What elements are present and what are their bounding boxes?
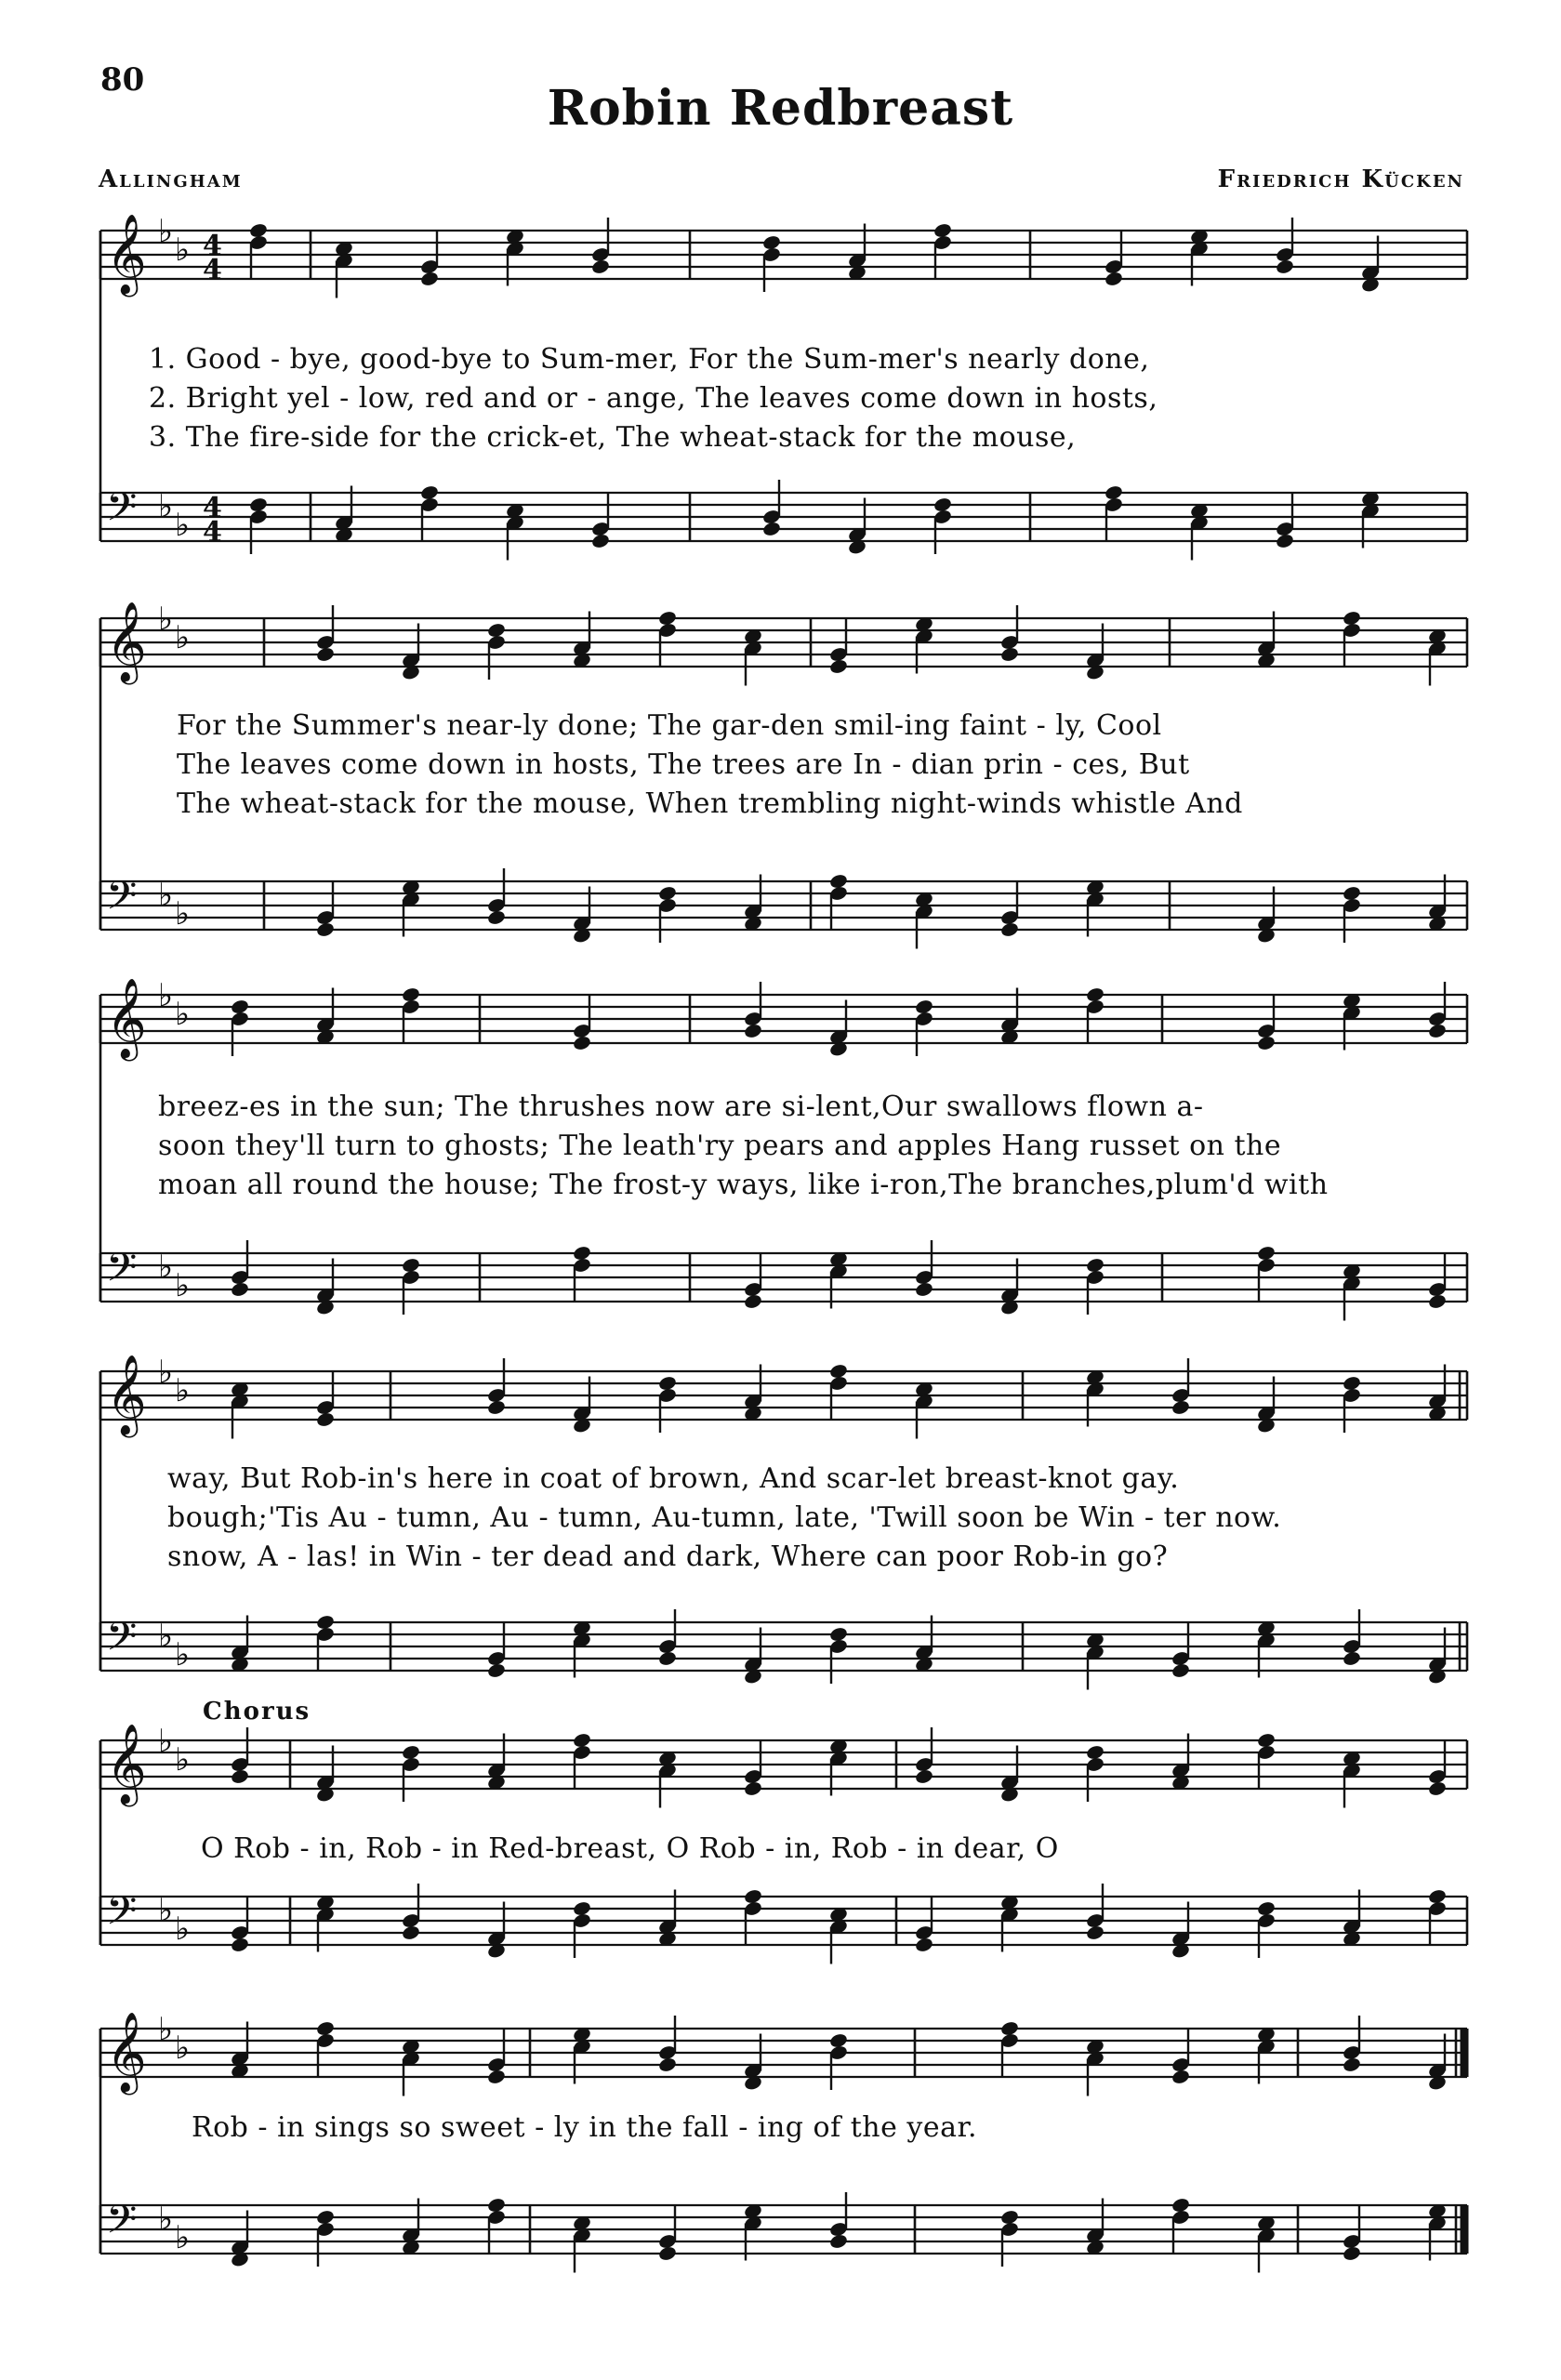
flat-icon: ♭ [158, 488, 174, 525]
note-head [230, 1768, 249, 1785]
lyrics-system-6 [192, 2109, 1512, 2148]
time-signature-bottom: 4 [203, 516, 222, 549]
bass-staff [100, 1884, 1467, 1964]
treble-staff [100, 977, 1467, 1062]
treble-clef-icon: 𝄞 [106, 2012, 147, 2092]
composer-credit: Friedrich Kücken [1217, 165, 1464, 193]
note-head [1427, 1293, 1447, 1310]
bass-staff [100, 480, 1467, 561]
note-head [401, 1924, 420, 1941]
note-head [1085, 1924, 1105, 1941]
verse-1-line: 1. Good - bye, good-bye to Sum-mer, For the Sum-mer's nearly done, [149, 343, 1150, 376]
flat-icon: ♭ [158, 877, 174, 914]
note-head [1256, 1035, 1276, 1051]
note-head [1427, 1780, 1447, 1797]
flat-icon: ♭ [158, 1892, 174, 1929]
note-head [657, 2056, 677, 2073]
chorus-line: O Rob - in, Rob - in Red-breast, O Rob - in, Rob - in dear, O [201, 1832, 1059, 1865]
note-head [230, 1937, 249, 1953]
note-head [590, 258, 610, 275]
flat-icon: ♭ [175, 507, 191, 544]
lyrics-system-4 [167, 1460, 1488, 1577]
flat-icon: ♭ [158, 601, 174, 638]
bass-clef-icon: 𝄢 [106, 873, 138, 929]
verse-1-line: way, But Rob-in's here in coat of brown, And scar-let breast-knot gay. [167, 1462, 1180, 1495]
time-signature-bottom: 4 [203, 254, 222, 286]
treble-staff [100, 2011, 1467, 2096]
note-head [572, 1035, 591, 1051]
note-head [486, 1399, 506, 1416]
note-head [486, 2069, 506, 2085]
verse-3-line: moan all round the house; The frost-y ways, like i-ron,The branches,plum'd with [158, 1169, 1329, 1201]
verse-2-line: bough;'Tis Au - tumn, Au - tumn, Au-tumn, late, 'Twill soon be Win - ter now. [167, 1501, 1282, 1534]
note-head [828, 2233, 848, 2250]
note-head [761, 521, 781, 537]
chorus-line: Rob - in sings so sweet - ly in the fall - ing of the year. [192, 2111, 978, 2144]
note-head [315, 1411, 335, 1428]
time-signature-top: 4 [203, 230, 222, 262]
bass-clef-icon: 𝄢 [106, 2197, 138, 2253]
flat-icon: ♭ [158, 1723, 174, 1760]
flat-icon: ♭ [175, 1636, 191, 1673]
time-signature-top: 4 [203, 492, 222, 524]
treble-clef-icon: 𝄞 [106, 214, 147, 294]
verse-2-line: 2. Bright yel - low, red and or - ange, The leaves come down in hosts, [149, 382, 1158, 415]
note-head [999, 646, 1019, 663]
treble-staff [100, 1723, 1467, 1808]
bass-clef-icon: 𝄢 [106, 1245, 138, 1301]
bass-clef-icon: 𝄢 [106, 484, 138, 540]
page-number: 80 [100, 61, 145, 99]
flat-icon: ♭ [175, 231, 191, 269]
flat-icon: ♭ [158, 213, 174, 250]
treble-staff [100, 213, 1467, 298]
lyrics-system-1 [149, 340, 1469, 457]
bass-clef-icon: 𝄢 [106, 1888, 138, 1944]
bass-clef-icon: 𝄢 [106, 1614, 138, 1670]
note-head [1275, 258, 1294, 275]
note-head [1171, 1399, 1190, 1416]
verse-1-line: For the Summer's near-ly done; The gar-den smil-ing faint - ly, Cool [177, 709, 1162, 742]
note-head [743, 1023, 762, 1039]
flat-icon: ♭ [175, 1267, 191, 1304]
flat-icon: ♭ [175, 1911, 191, 1948]
note-head [743, 1293, 762, 1310]
verse-2-line: The leaves come down in hosts, The trees are In - dian prin - ces, But [177, 748, 1190, 781]
flat-icon: ♭ [158, 1354, 174, 1391]
flat-icon: ♭ [175, 1741, 191, 1778]
note-head [486, 1662, 506, 1679]
note-head [486, 909, 506, 926]
treble-staff [100, 601, 1467, 686]
flat-icon: ♭ [175, 895, 191, 932]
lyrics-system-2 [177, 707, 1497, 824]
note-head [419, 271, 439, 287]
flat-icon: ♭ [175, 996, 191, 1033]
note-head [828, 658, 848, 675]
note-head [1342, 2245, 1361, 2262]
song-title: Robin Redbreast [547, 80, 1014, 137]
treble-staff [100, 1354, 1467, 1439]
chorus-label: Chorus [203, 1698, 311, 1726]
note-head [999, 921, 1019, 938]
note-head [590, 533, 610, 549]
verse-3-line: snow, A - las! in Win - ter dead and dark, Where can poor Rob-in go? [167, 1540, 1169, 1573]
flat-icon: ♭ [175, 619, 191, 656]
lyrics-system-3 [158, 1088, 1478, 1205]
treble-clef-icon: 𝄞 [106, 978, 147, 1058]
note-head [657, 2245, 677, 2262]
flat-icon: ♭ [158, 1618, 174, 1655]
flat-icon: ♭ [158, 2201, 174, 2238]
note-head [1104, 271, 1123, 287]
treble-clef-icon: 𝄞 [106, 1724, 147, 1804]
flat-icon: ♭ [158, 977, 174, 1014]
verse-3-line: The wheat-stack for the mouse, When trembling night-winds whistle And [177, 787, 1243, 820]
flat-icon: ♭ [158, 2011, 174, 2048]
treble-clef-icon: 𝄞 [106, 602, 147, 681]
note-head [1342, 2056, 1361, 2073]
note-head [1427, 1023, 1447, 1039]
note-head [315, 921, 335, 938]
verse-1-line: breez-es in the sun; The thrushes now are si-lent,Our swallows flown a- [158, 1091, 1204, 1123]
note-head [1171, 2069, 1190, 2085]
verse-3-line: 3. The fire-side for the crick-et, The wheat-stack for the mouse, [149, 421, 1077, 454]
note-head [914, 1937, 933, 1953]
bass-staff [100, 2192, 1467, 2273]
note-head [657, 1650, 677, 1667]
treble-clef-icon: 𝄞 [106, 1355, 147, 1435]
flat-icon: ♭ [175, 1372, 191, 1409]
bass-staff [100, 1609, 1467, 1690]
note-head [1275, 533, 1294, 549]
note-head [743, 1780, 762, 1797]
note-head [914, 1768, 933, 1785]
note-head [230, 1281, 249, 1298]
bass-staff [100, 868, 1467, 949]
note-head [1171, 1662, 1190, 1679]
verse-2-line: soon they'll turn to ghosts; The leath'ry pears and apples Hang russet on the [158, 1130, 1282, 1162]
note-head [1342, 1650, 1361, 1667]
note-head [315, 646, 335, 663]
lyrics-system-5 [201, 1830, 1521, 1869]
flat-icon: ♭ [175, 2219, 191, 2256]
lyricist-credit: Allingham [99, 165, 243, 193]
note-head [914, 1281, 933, 1298]
flat-icon: ♭ [158, 1249, 174, 1286]
flat-icon: ♭ [175, 2030, 191, 2067]
bass-staff [100, 1240, 1467, 1321]
